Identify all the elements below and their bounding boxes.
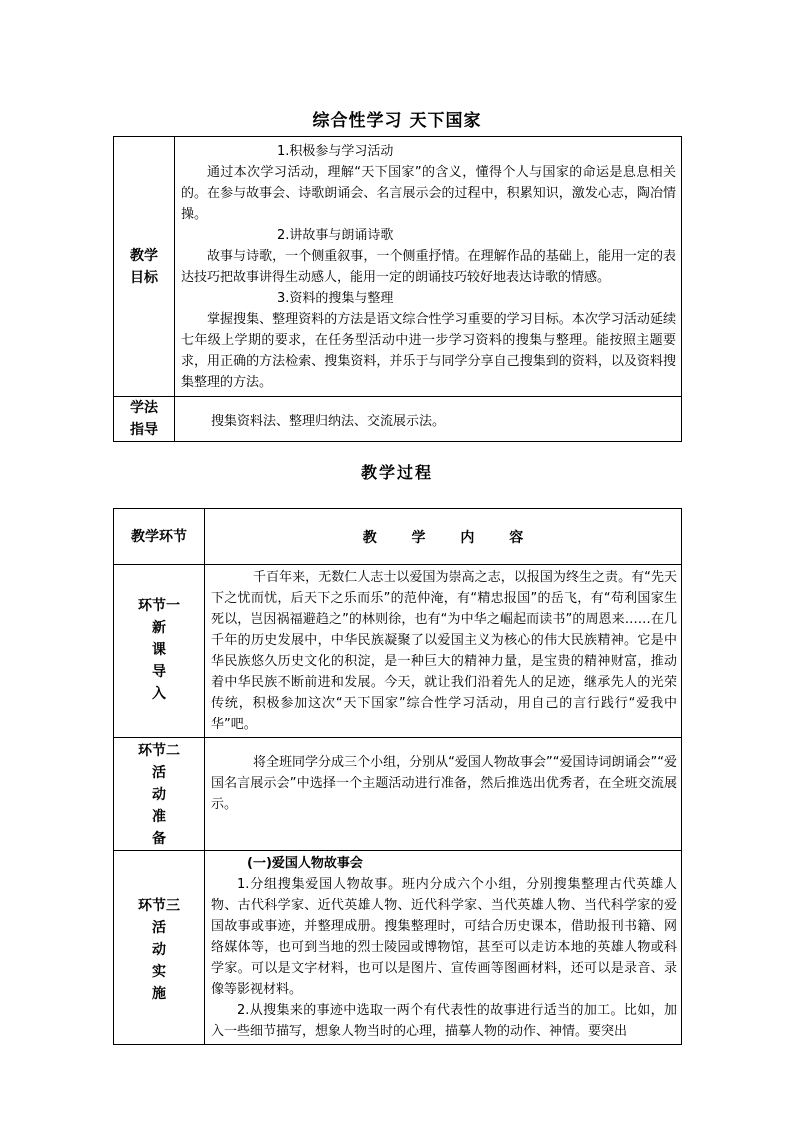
objectives-content: [175, 137, 682, 397]
objective-3-text: 掌握搜集、整理资料的方法是语文综合性学习重要的学习目标。本次学习活动延续七年级上学期的要求，在任务型活动中进一步学习资料的搜集与整理。能按照主题要求，用正确的方法检索、搜集资料，并乐于与同学分享自己搜集到的资料，以及资料搜集整理的方法。: [181, 312, 676, 390]
method-row: [114, 397, 682, 442]
method-label-line1: 学法: [130, 400, 158, 416]
stage-2-name: 环节二: [138, 743, 180, 759]
objectives-label-line2: 目标: [130, 269, 158, 286]
objective-1-text: 通过本次学习活动，理解“天下国家”的含义，懂得个人与国家的命运是息息相关的。在参与故事会、诗歌朗诵会、名言展示会的过程中，积累知识，激发心志，陶冶情操。: [181, 165, 676, 222]
stage-2-char: 备: [152, 831, 166, 847]
stage-1-name: 环节一: [138, 598, 180, 614]
process-table: [113, 508, 682, 1045]
header-stage: 教学环节: [114, 509, 205, 565]
stage-3-char: 施: [152, 986, 166, 1002]
objectives-row: [114, 137, 682, 397]
objectives-label-line1: 教学: [130, 247, 158, 264]
objective-2-text: 故事与诗歌，一个侧重叙事，一个侧重抒情。在理解作品的基础上，能用一定的表达技巧把故事讲得生动感人，能用一定的朗诵技巧较好地表达诗歌的情感。: [181, 249, 676, 285]
process-header-row: [114, 509, 682, 565]
stage-3-paragraph-1: 1.分组搜集爱国人物故事。班内分成六个小组，分别搜集整理古代英雄人物、古代科学家、近代英雄人物、近代科学家、当代英雄人物、当代科学家的爱国故事或事迹，并整理成册。搜集整理时，可结合历史课本，借助报刊书籍、网络媒体等，也可到当地的烈士陵园或博物馆，甚至可以走访本地的英雄人物或科学家。可以是文字材料，也可以是图片、宣传画等图画材料，还可以是录音、录像等影视材料。: [211, 877, 677, 997]
stage-3-row: [114, 851, 682, 1045]
stage-1-row: [114, 565, 682, 738]
stage-1-char: 新: [152, 620, 166, 636]
method-text: 搜集资料法、整理归纳法、交流展示法。: [175, 397, 682, 442]
stage-2-char: 活: [152, 765, 166, 781]
objective-3-heading: 3.资料的搜集与整理: [277, 291, 394, 306]
method-label: [114, 397, 175, 442]
stage-2-content: [205, 738, 682, 851]
page-title: 综合性学习 天下国家: [312, 111, 482, 131]
stage-1-label: [114, 565, 205, 738]
stage-3-content: [205, 851, 682, 1045]
stage-3-char: 动: [152, 942, 166, 958]
stage-2-char: 动: [152, 787, 166, 803]
stage-1-text: 千百年来，无数仁人志士以爱国为崇高之志，以报国为终生之责。有“先天下之忧而忧，后天下之乐而乐”的范仲淹，有“精忠报国”的岳飞，有“苟利国家生死以，岂因祸福避趋之”的林则徐，也有“为中华之崛起而读书”的周恩来……在几千年的历史发展中，中华民族凝聚了以爱国主义为核心的伟大民族精神。它是中华民族悠久历史文化的积淀，是一种巨大的精神力量，是宝贵的精神财富，推动着中华民族不断前进和发展。今天，就让我们沿着先人的足迹，继承先人的光荣传统，积极参加这次“天下国家”综合性学习活动，用自己的言行践行“爱我中华”吧。: [205, 565, 682, 738]
stage-3-char: 实: [152, 964, 166, 980]
stage-3-subheading: (一)爱国人物故事会: [247, 856, 363, 871]
stage-3-char: 活: [152, 920, 166, 936]
objective-1-heading: 1.积极参与学习活动: [277, 144, 394, 159]
objectives-label: [114, 137, 175, 397]
method-label-line2: 指导: [130, 422, 158, 438]
stage-1-char: 入: [152, 686, 166, 702]
stage-3-paragraph-2: 2.从搜集来的事迹中选取一两个有代表性的故事进行适当的加工。比如，加入一些细节描写，想象人物当时的心理，描摹人物的动作、神情。要突出: [211, 1003, 677, 1039]
stage-2-row: [114, 738, 682, 851]
stage-1-char: 课: [152, 642, 166, 658]
process-title: 教学过程: [360, 463, 433, 482]
stage-3-label: [114, 851, 205, 1045]
objective-2-heading: 2.讲故事与朗诵诗歌: [277, 228, 394, 243]
stage-3-name: 环节三: [138, 898, 180, 914]
stage-2-char: 准: [152, 809, 166, 825]
stage-1-char: 导: [152, 664, 166, 680]
header-content: 教 学 内 容: [205, 509, 682, 565]
stage-2-text: 将全班同学分成三个小组，分别从“爱国人物故事会”“爱国诗词朗诵会”“爱国名言展示会”中选择一个主题活动进行准备，然后推选出优秀者，在全班交流展示。: [211, 755, 677, 812]
stage-2-label: [114, 738, 205, 851]
objectives-table: [113, 136, 682, 442]
